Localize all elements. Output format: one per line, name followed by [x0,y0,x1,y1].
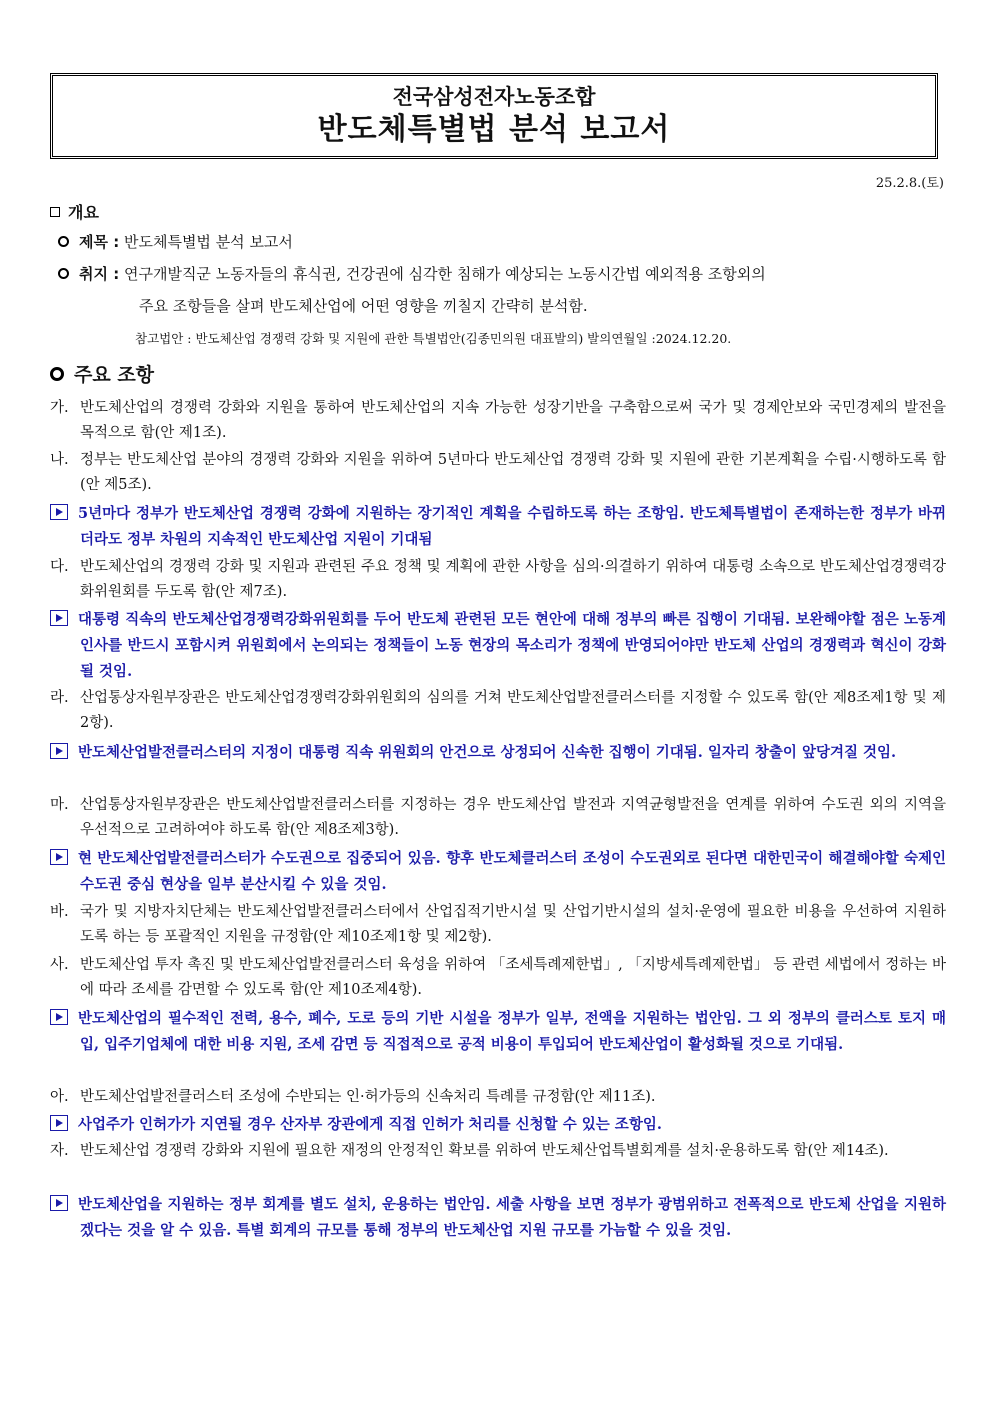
article-item [50,900,946,950]
article-item [50,953,946,1003]
item-text: 5년마다 정부가 반도체산업 경쟁력 강화에 지원하는 장기적인 계획을 수립하도록 하는 조항임. 반도체특별법이 존재하는한 정부가 바뀌더라도 정부 차원의 지속적인 반도체산업 지원이 기대됨 [78,505,946,548]
overview-subject [58,229,293,255]
item-text: 반도체산업의 경쟁력 강화 및 지원과 관련된 주요 정책 및 계획에 관한 사항을 심의·의결하기 위하여 대통령 소속으로 반도체산업경쟁력강화위원회를 두도록 함(안 제7조). [80,559,946,600]
play-arrow-icon [50,743,68,759]
square-bullet-icon [50,207,60,217]
item-text: 반도체산업 투자 촉진 및 반도체산업발전클러스터 육성을 위하여 「조세특례제한법」, 「지방세특례제한법」 등 관련 세법에서 정하는 바에 따라 조세를 감면할 수 있도록 함(안 제10조제4항). [80,957,946,998]
item-text: 현 반도체산업발전클러스터가 수도권으로 집중되어 있음. 향후 반도체클러스터 조성이 수도권외로 된다면 대한민국이 해결해야할 숙제인 수도권 중심 현상을 일부 분산시킬 수 있을 것임. [78,850,946,893]
purpose-line1: 연구개발직군 노동자들의 휴식권, 건강권에 심각한 침해가 예상되는 노동시간법 예외적용 조항외의 [123,265,766,283]
item-marker: 사. [50,957,69,973]
play-arrow-icon [50,504,68,520]
item-text: 반도체산업의 경쟁력 강화와 지원을 통하여 반도체산업의 지속 가능한 성장기반을 구축함으로써 국가 및 경제안보와 국민경제의 발전을 목적으로 함(안 제1조). [80,400,946,441]
item-text: 반도체산업의 필수적인 전력, 용수, 폐수, 도로 등의 기반 시설을 정부가 일부, 전액을 지원하는 법안임. 그 외 정부의 클러스토 토지 매입, 입주기업체에 대한 비용 지원, 조세 감면 등 직접적으로 공적 비용이 투입되어 반도체산업이 활성화될 것으로 기대됨. [78,1010,946,1053]
item-marker: 라. [50,690,69,706]
analysis-note [50,607,946,685]
item-text: 국가 및 지방자치단체는 반도체산업발전클러스터에서 산업집적기반시설 및 산업기반시설의 설치·운영에 필요한 비용을 우선하여 지원하도록 하는 등 포괄적인 지원을 규정함(안 제10조제1항 및 제2항). [80,904,946,945]
play-arrow-icon [50,849,68,865]
item-text: 반도체산업을 지원하는 정부 회계를 별도 설치, 운용하는 법안임. 세출 사항을 보면 정부가 광범위하고 전폭적으로 반도체 산업을 지원하겠다는 것을 알 수 있음. 특별 회계의 규모를 통해 정부의 반도체산업 지원 규모를 가늠할 수 있을 것임. [78,1196,946,1239]
analysis-note [50,1006,946,1058]
page-title: 반도체특별법 분석 보고서 [317,112,671,147]
article-item [50,448,946,498]
play-arrow-icon [50,1009,68,1025]
subject-text: 반도체특별법 분석 보고서 [123,233,293,251]
play-arrow-icon [50,610,68,626]
article-item [50,686,946,736]
item-marker: 자. [50,1143,69,1159]
article-item [50,1085,946,1110]
item-text: 반도체산업발전클러스터의 지정이 대통령 직속 위원회의 안건으로 상정되어 신속한 집행이 기대됨. 일자리 창출이 앞당겨질 것임. [78,744,897,761]
title-box [50,73,938,159]
item-marker: 나. [50,452,69,468]
article-item [50,1139,946,1164]
circle-bullet-icon [58,236,69,247]
item-marker: 다. [50,559,69,575]
item-text: 사업주가 인허가가 지연될 경우 산자부 장관에게 직접 인허가 처리를 신청할 수 있는 조항임. [78,1116,662,1133]
subject-label: 제목 : [79,233,120,251]
analysis-note [50,846,946,898]
article-item [50,793,946,843]
item-text: 반도체산업 경쟁력 강화와 지원에 필요한 재정의 안정적인 확보를 위하여 반도체산업특별회계를 설치·운용하도록 함(안 제14조). [80,1143,889,1159]
overview-heading: 개요 [50,200,99,223]
analysis-note [50,501,946,553]
analysis-note [50,1192,946,1244]
play-arrow-icon [50,1115,68,1131]
item-text: 반도체산업발전클러스터 조성에 수반되는 인·허가등의 신속처리 특례를 규정함(안 제11조). [80,1089,656,1105]
purpose-label: 취지 : [79,265,120,283]
circle-bullet-icon [50,367,64,381]
org-name: 전국삼성전자노동조합 [392,85,596,109]
item-marker: 아. [50,1089,69,1105]
main-articles-heading: 주요 조항 [50,360,154,387]
item-marker: 마. [50,797,69,813]
circle-bullet-icon [58,268,69,279]
item-marker: 가. [50,400,69,416]
overview-purpose [58,261,766,287]
analysis-note [50,1112,946,1138]
play-arrow-icon [50,1195,68,1211]
item-text: 대통령 직속의 반도체산업경쟁력강화위원회를 두어 반도체 관련된 모든 현안에 대해 정부의 빠른 집행이 기대됨. 보완해야할 점은 노동계 인사를 반드시 포함시켜 위원회에서 논의되는 정책들이 노동 현장의 목소리가 정책에 반영되어야만 반도체 산업의 경쟁력과 혁신이 강화될 것임. [78,611,946,680]
article-item [50,555,946,605]
item-marker: 바. [50,904,69,920]
report-date: 25.2.8.(토) [875,176,944,191]
analysis-note [50,740,946,766]
purpose-line2: 주요 조항들을 살펴 반도체산업에 어떤 영향을 끼칠지 간략히 분석함. [139,297,588,315]
item-text: 산업통상자원부장관은 반도체산업발전클러스터를 지정하는 경우 반도체산업 발전과 지역균형발전을 연계를 위하여 수도권 외의 지역을 우선적으로 고려하여야 하도록 함(안 제8조제3항). [80,797,946,838]
item-text: 산업통상자원부장관은 반도체산업경쟁력강화위원회의 심의를 거쳐 반도체산업발전클러스터를 지정할 수 있도록 함(안 제8조제1항 및 제2항). [80,690,946,731]
item-text: 정부는 반도체산업 분야의 경쟁력 강화와 지원을 위하여 5년마다 반도체산업 경쟁력 강화 및 지원에 관한 기본계획을 수립·시행하도록 함(안 제5조). [80,452,946,493]
article-item [50,396,946,446]
reference-note: 참고법안 : 반도체산업 경쟁력 강화 및 지원에 관한 특별법안(김종민의원 대표발의) 발의연월일 :2024.12.20. [135,331,732,346]
